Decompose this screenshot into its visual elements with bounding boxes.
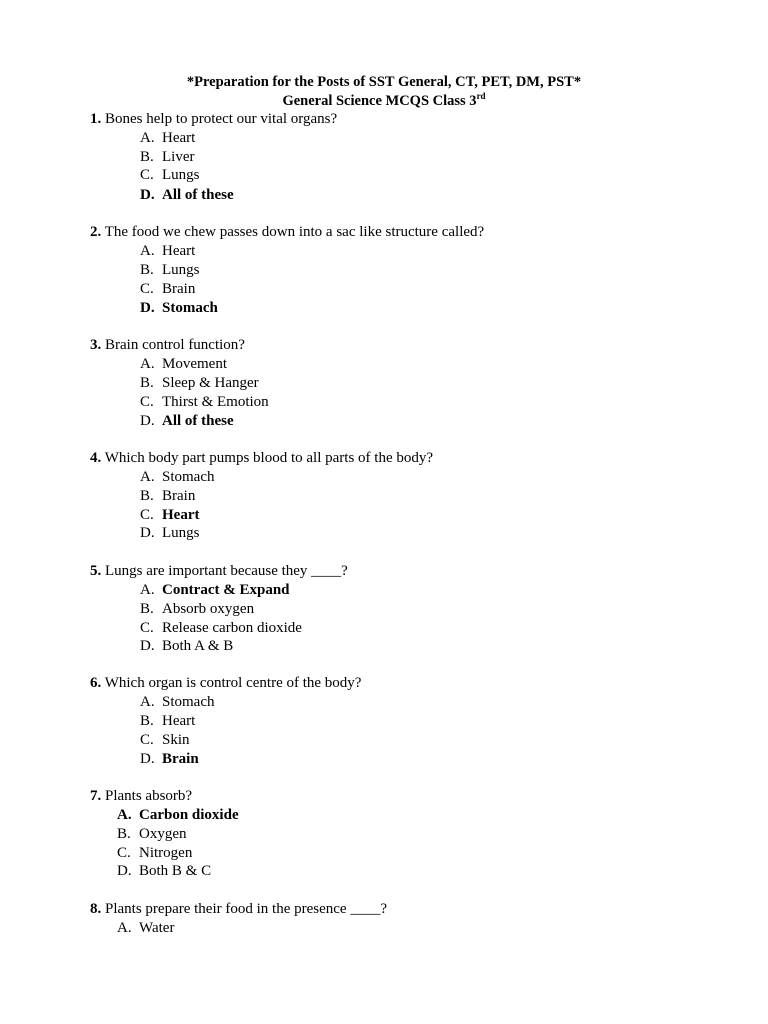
option-7a-answer [117,806,239,825]
option-letter: A. [140,243,155,259]
option-text: Carbon dioxide [139,807,239,823]
question-4 [90,449,433,468]
option-7b [117,825,187,844]
option-letter: C. [140,507,154,523]
option-4d [140,524,200,543]
option-letter: C. [140,167,154,183]
question-number: 3. [90,337,102,353]
option-text: Heart [162,713,196,729]
option-text: Heart [162,507,200,523]
option-6c [140,731,190,750]
question-number: 5. [90,563,102,579]
option-text: Contract & Expand [162,582,290,598]
option-letter: A. [140,582,155,598]
option-4b [140,487,195,506]
option-letter: D. [117,863,132,879]
option-5a-answer [140,581,290,600]
question-text: Plants absorb? [105,788,193,804]
option-1a [140,129,195,148]
option-letter: D. [140,413,155,429]
option-letter: C. [117,845,131,861]
option-text: Absorb oxygen [162,601,255,617]
option-letter: A. [140,694,155,710]
subtitle-superscript: rd [476,91,486,101]
option-7d [117,862,211,881]
option-3d-answer [140,412,234,431]
subtitle-text: General Science MCQS Class 3 [282,93,477,109]
option-letter: A. [117,920,132,936]
option-6b [140,712,195,731]
question-text: The food we chew passes down into a sac like structure called? [104,224,485,240]
option-letter: B. [140,713,154,729]
option-text: Both B & C [139,863,212,879]
option-text: Stomach [162,469,215,485]
document-subtitle [0,92,768,110]
question-8 [90,900,387,919]
option-letter: D. [140,751,155,767]
option-2b [140,261,200,280]
option-letter: D. [140,638,155,654]
option-text: Heart [162,243,196,259]
option-text: Both A & B [162,638,234,654]
option-letter: B. [117,826,131,842]
option-3a [140,355,227,374]
option-text: Lungs [162,262,200,278]
option-4c-answer [140,506,199,525]
option-letter: A. [117,807,132,823]
option-letter: C. [140,281,154,297]
option-letter: D. [140,525,155,541]
option-4a [140,468,215,487]
option-3c [140,393,269,412]
option-text: All of these [162,187,234,203]
question-text: Brain control function? [105,337,245,353]
option-letter: C. [140,732,154,748]
option-text: Lungs [162,525,200,541]
option-text: Sleep & Hanger [162,375,259,391]
option-letter: D. [140,300,155,316]
option-5d [140,637,233,656]
question-text: Which body part pumps blood to all parts of the body? [104,450,434,466]
option-letter: D. [140,187,155,203]
option-1c [140,166,200,185]
question-5 [90,562,348,581]
option-text: Brain [162,751,199,767]
option-text: Heart [162,130,196,146]
question-text: Lungs are important because they ____? [105,563,348,579]
option-letter: C. [140,394,154,410]
question-text: Plants prepare their food in the presence ____? [105,901,387,917]
question-number: 6. [90,675,102,691]
option-5c [140,619,302,638]
option-text: Movement [162,356,227,372]
question-7 [90,787,192,806]
question-number: 2. [90,224,102,240]
option-letter: B. [140,488,154,504]
option-1d-answer [140,186,234,205]
option-text: Stomach [162,300,218,316]
question-text: Which organ is control centre of the body? [104,675,362,691]
option-letter: C. [140,620,154,636]
option-letter: A. [140,469,155,485]
option-text: Brain [162,281,196,297]
document-title: *Preparation for the Posts of SST General, CT, PET, DM, PST* [186,74,582,90]
option-2a [140,242,195,261]
question-number: 4. [90,450,102,466]
question-text: Bones help to protect our vital organs? [105,111,338,127]
option-text: Water [139,920,175,936]
option-letter: B. [140,262,154,278]
option-text: Stomach [162,694,215,710]
option-text: Nitrogen [139,845,193,861]
option-text: Brain [162,488,196,504]
question-3 [90,336,245,355]
option-letter: A. [140,356,155,372]
option-7c [117,844,192,863]
option-2d-answer [140,299,218,318]
option-5b [140,600,254,619]
option-8a [117,919,174,938]
option-text: Skin [162,732,190,748]
question-6 [90,674,361,693]
question-number: 7. [90,788,102,804]
option-letter: A. [140,130,155,146]
question-number: 8. [90,901,102,917]
option-2c [140,280,195,299]
option-letter: B. [140,375,154,391]
option-6a [140,693,215,712]
option-text: Lungs [162,167,200,183]
option-text: Thirst & Emotion [162,394,269,410]
option-text: All of these [162,413,234,429]
option-letter: B. [140,601,154,617]
option-text: Oxygen [139,826,187,842]
option-1b [140,148,194,167]
option-letter: B. [140,149,154,165]
option-text: Liver [162,149,195,165]
question-2 [90,223,484,242]
option-text: Release carbon dioxide [162,620,302,636]
option-6d-answer [140,750,199,769]
option-3b [140,374,259,393]
question-number: 1. [90,111,102,127]
question-1 [90,110,337,129]
